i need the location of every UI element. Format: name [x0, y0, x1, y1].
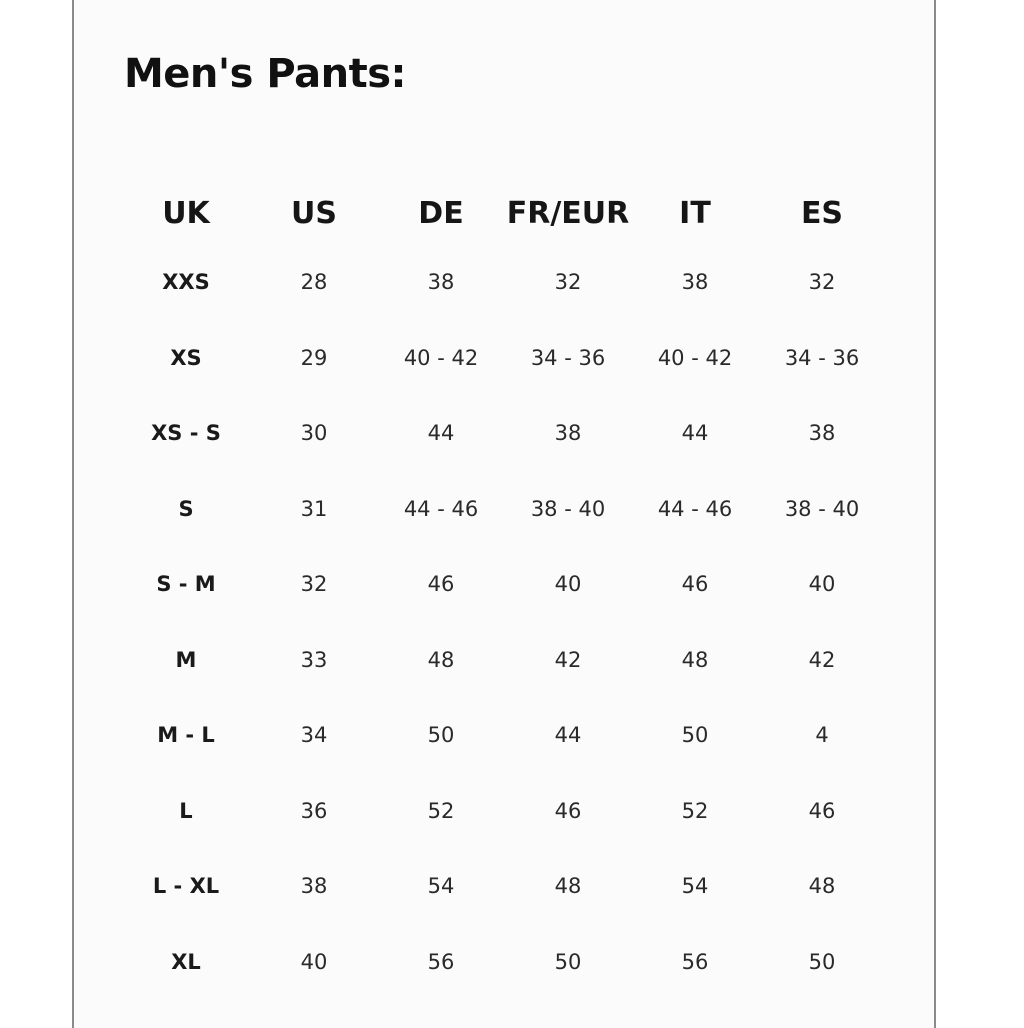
size-cell: 34 - 36 — [530, 345, 606, 370]
size-cell: 42 — [554, 647, 582, 672]
size-cell: 38 — [554, 421, 582, 445]
row-label-uk-size: S — [178, 496, 194, 521]
size-cell: 34 - 36 — [784, 345, 860, 370]
row-label-uk-size: L — [179, 798, 193, 823]
size-cell: 38 — [808, 421, 836, 445]
size-cell: 46 — [554, 798, 582, 823]
size-cell: 56 — [427, 949, 455, 974]
size-cell: 38 — [427, 270, 455, 294]
size-cell: 31 — [300, 496, 328, 521]
row-label-uk-size: M - L — [157, 723, 215, 747]
size-cell: 46 — [681, 572, 709, 596]
size-cell: 44 — [554, 723, 582, 747]
size-cell: 52 — [681, 798, 709, 823]
size-cell: 44 - 46 — [403, 496, 479, 521]
size-cell: 46 — [808, 798, 836, 823]
page-title: Men's Pants: — [124, 51, 407, 97]
size-cell: 40 - 42 — [403, 345, 479, 370]
size-cell: 29 — [300, 345, 328, 370]
size-cell: 48 — [427, 647, 455, 672]
size-cell: 38 - 40 — [530, 496, 606, 521]
size-cell: 50 — [554, 949, 582, 974]
size-cell: 40 — [554, 572, 582, 596]
column-header-es: ES — [800, 196, 844, 231]
size-cell: 34 — [300, 723, 328, 747]
size-cell: 44 — [681, 421, 709, 445]
size-cell: 36 — [300, 798, 328, 823]
size-cell: 38 - 40 — [784, 496, 860, 521]
size-cell: 32 — [554, 270, 582, 294]
size-cell: 32 — [300, 572, 328, 596]
size-cell: 4 — [815, 723, 829, 747]
row-label-uk-size: XS — [170, 345, 202, 370]
column-header-de: DE — [418, 196, 464, 231]
size-cell: 54 — [427, 874, 455, 898]
size-cell: 54 — [681, 874, 709, 898]
size-cell: 40 — [808, 572, 836, 596]
size-cell: 44 - 46 — [657, 496, 733, 521]
size-cell: 28 — [300, 270, 328, 294]
size-cell: 50 — [681, 723, 709, 747]
size-cell: 46 — [427, 572, 455, 596]
row-label-uk-size: L - XL — [152, 874, 220, 898]
size-cell: 48 — [554, 874, 582, 898]
row-label-uk-size: XL — [171, 949, 201, 974]
size-cell: 40 - 42 — [657, 345, 733, 370]
column-header-it: IT — [679, 196, 711, 231]
row-label-uk-size: XS - S — [151, 421, 221, 445]
size-cell: 50 — [808, 949, 836, 974]
size-cell: 50 — [427, 723, 455, 747]
size-cell: 33 — [300, 647, 328, 672]
size-cell: 44 — [427, 421, 455, 445]
column-header-us: US — [291, 196, 337, 231]
size-cell: 32 — [808, 270, 836, 294]
size-cell: 30 — [300, 421, 328, 445]
row-label-uk-size: S - M — [156, 572, 216, 596]
column-header-uk: UK — [162, 196, 210, 231]
size-cell: 38 — [300, 874, 328, 898]
size-cell: 38 — [681, 270, 709, 294]
size-cell: 40 — [300, 949, 328, 974]
column-header-fr-eur: FR/EUR — [506, 196, 630, 231]
size-cell: 48 — [808, 874, 836, 898]
size-cell: 48 — [681, 647, 709, 672]
size-cell: 52 — [427, 798, 455, 823]
row-label-uk-size: M — [175, 647, 197, 672]
row-label-uk-size: XXS — [162, 270, 210, 294]
size-cell: 42 — [808, 647, 836, 672]
size-cell: 56 — [681, 949, 709, 974]
